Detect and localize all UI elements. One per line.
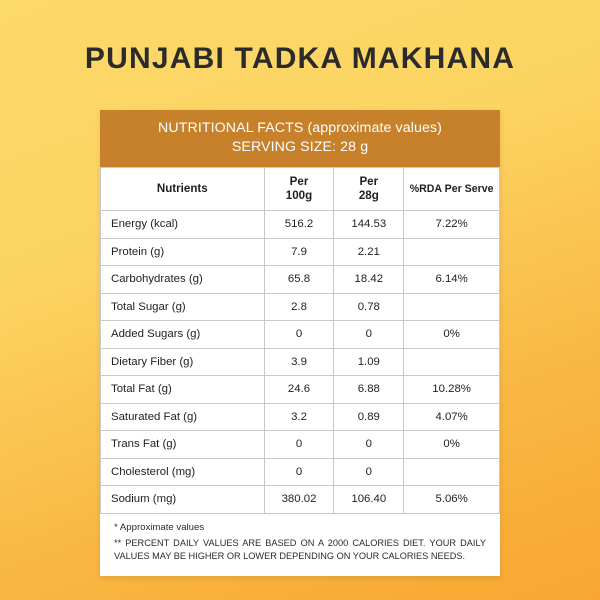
column-header-nutrients: Nutrients [101, 168, 265, 211]
row-per-100g: 3.9 [264, 348, 334, 376]
row-per-28g: 0 [334, 458, 404, 486]
row-label: Total Sugar (g) [101, 293, 265, 321]
serving-size-heading: SERVING SIZE: 28 g [231, 139, 369, 155]
row-per-28g: 0.78 [334, 293, 404, 321]
row-label: Added Sugars (g) [101, 321, 265, 349]
table-row [101, 266, 500, 294]
row-rda [404, 238, 500, 266]
nutrition-card [100, 110, 500, 576]
row-rda: 10.28% [404, 376, 500, 404]
row-per-100g: 516.2 [264, 211, 334, 239]
table-row [101, 486, 500, 514]
row-label: Sodium (mg) [101, 486, 265, 514]
row-rda: 7.22% [404, 211, 500, 239]
footnote-approximate-values: * Approximate values [114, 521, 205, 533]
row-rda [404, 293, 500, 321]
row-per-28g: 0.89 [334, 403, 404, 431]
row-label: Carbohydrates (g) [101, 266, 265, 294]
footnote-daily-values: ** PERCENT DAILY VALUES ARE BASED ON A 2000 CALORIES DIET. YOUR DAILY VALUES MAY BE HIGHER OR LOWER DEPENDING ON YOUR CALORIES NEEDS. [114, 538, 486, 561]
footnotes [100, 514, 500, 577]
nutrition-card-header [100, 110, 500, 167]
row-label: Total Fat (g) [101, 376, 265, 404]
row-rda: 4.07% [404, 403, 500, 431]
row-per-100g: 24.6 [264, 376, 334, 404]
table-row [101, 431, 500, 459]
nutrition-table [100, 167, 500, 514]
table-row [101, 293, 500, 321]
column-header-per-100g-bottom: 100g [285, 189, 313, 202]
row-rda: 0% [404, 431, 500, 459]
row-per-100g: 7.9 [264, 238, 334, 266]
table-header-row [101, 168, 500, 211]
table-row [101, 376, 500, 404]
column-header-per-28g-top: Per [359, 175, 379, 188]
row-label: Protein (g) [101, 238, 265, 266]
nutrition-facts-heading: NUTRITIONAL FACTS (approximate values) [158, 120, 442, 136]
page-title: PUNJABI TADKA MAKHANA [84, 42, 516, 75]
row-per-28g: 0 [334, 321, 404, 349]
row-rda: 5.06% [404, 486, 500, 514]
table-row [101, 211, 500, 239]
table-row [101, 348, 500, 376]
column-header-rda: %RDA Per Serve [404, 168, 500, 211]
row-label: Energy (kcal) [101, 211, 265, 239]
row-label: Saturated Fat (g) [101, 403, 265, 431]
row-per-100g: 0 [264, 321, 334, 349]
row-label: Trans Fat (g) [101, 431, 265, 459]
column-header-per-28g [334, 168, 404, 211]
row-per-28g: 18.42 [334, 266, 404, 294]
row-per-28g: 1.09 [334, 348, 404, 376]
row-per-100g: 380.02 [264, 486, 334, 514]
row-per-100g: 2.8 [264, 293, 334, 321]
row-per-28g: 106.40 [334, 486, 404, 514]
row-per-28g: 0 [334, 431, 404, 459]
table-row [101, 321, 500, 349]
nutrition-table-head [101, 168, 500, 211]
row-per-28g: 144.53 [334, 211, 404, 239]
row-rda: 6.14% [404, 266, 500, 294]
column-header-per-28g-bottom: 28g [358, 189, 379, 202]
table-row [101, 458, 500, 486]
row-label: Cholesterol (mg) [101, 458, 265, 486]
row-label: Dietary Fiber (g) [101, 348, 265, 376]
row-per-100g: 3.2 [264, 403, 334, 431]
table-row [101, 238, 500, 266]
column-header-per-100g-top: Per [289, 175, 309, 188]
table-row [101, 403, 500, 431]
column-header-per-100g [264, 168, 334, 211]
row-rda [404, 458, 500, 486]
row-per-100g: 0 [264, 431, 334, 459]
row-rda [404, 348, 500, 376]
row-per-28g: 2.21 [334, 238, 404, 266]
row-per-28g: 6.88 [334, 376, 404, 404]
row-rda: 0% [404, 321, 500, 349]
row-per-100g: 0 [264, 458, 334, 486]
nutrition-table-body [101, 211, 500, 514]
row-per-100g: 65.8 [264, 266, 334, 294]
